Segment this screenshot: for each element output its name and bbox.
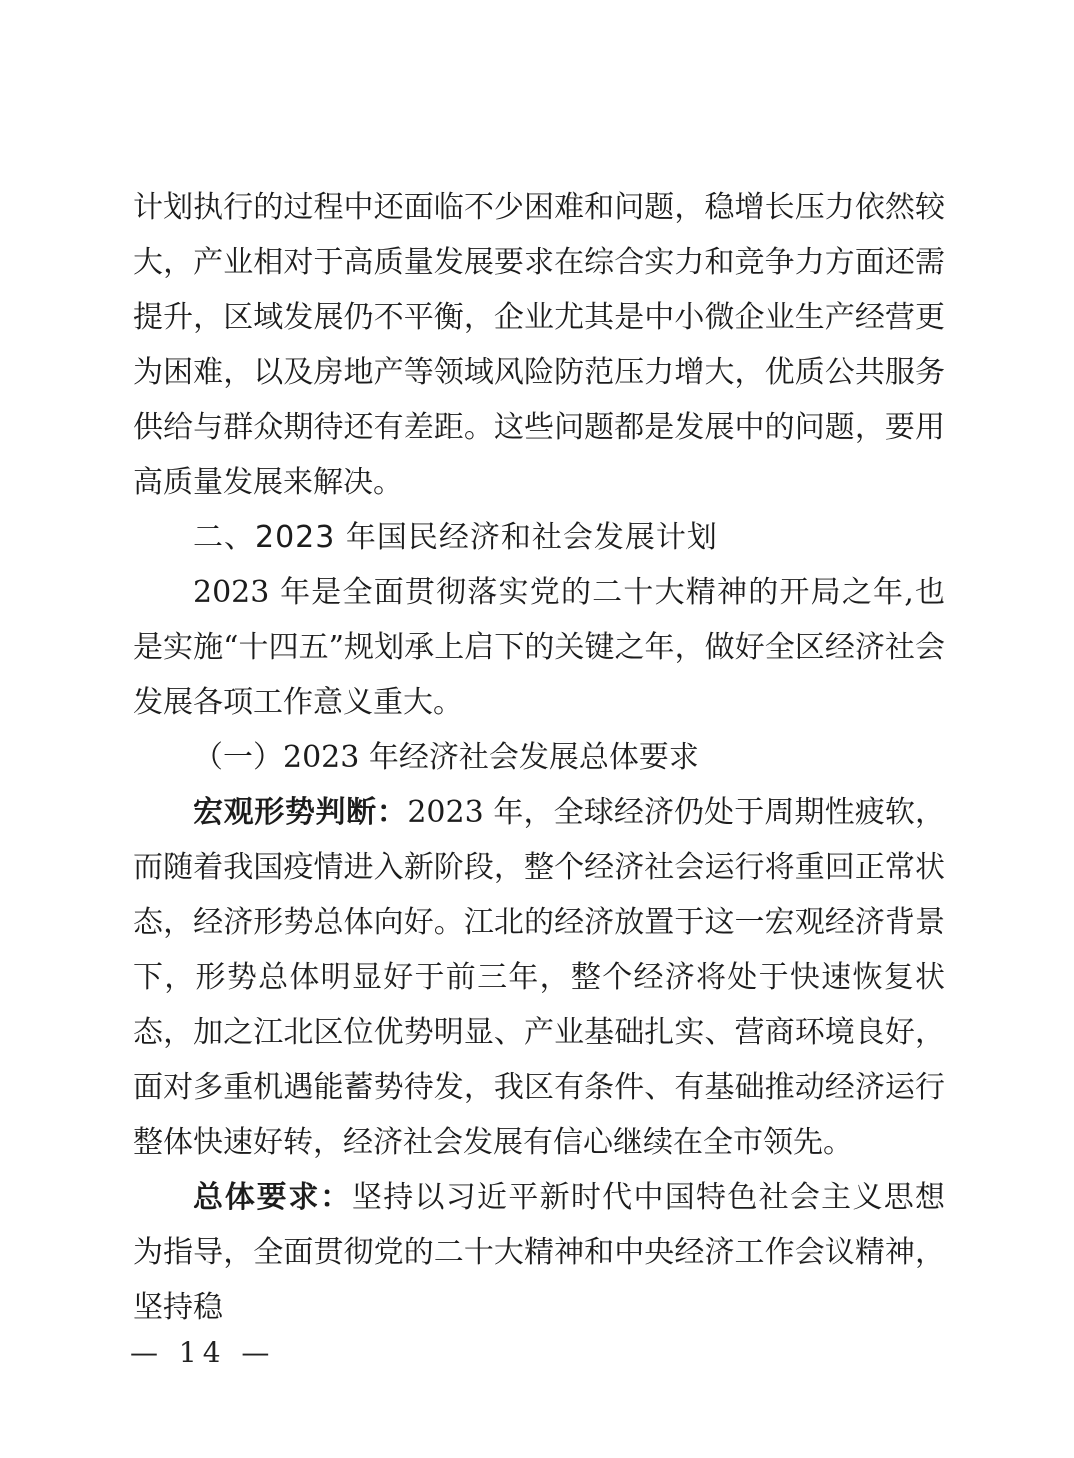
overall-requirements-lead-label: 总体要求：: [193, 1180, 352, 1215]
paragraph-macro-situation-judgment: [133, 785, 945, 1170]
macro-situation-text: 2023 年，全球经济仍处于周期性疲软，而随着我国疫情进入新阶段，整个经济社会运行将重回正常状态，经济形势总体向好。江北的经济放置于这一宏观经济背景下，形势总体明显好于前三年，整个经济将处于快速恢复状态，加之江北区位优势明显、产业基础扎实、营商环境良好，面对多重机遇能蓄势待发，我区有条件、有基础推动经济运行整体快速好转，经济社会发展有信心继续在全市领先。: [133, 795, 946, 1160]
overall-requirements-text: 坚持以习近平新时代中国特色社会主义思想为指导，全面贯彻党的二十大精神和中央经济工作会议精神，坚持稳: [133, 1180, 946, 1325]
document-content: [133, 180, 945, 1335]
paragraph-difficulties-and-problems: 计划执行的过程中还面临不少困难和问题，稳增长压力依然较大，产业相对于高质量发展要求在综合实力和竞争力方面还需提升，区域发展仍不平衡，企业尤其是中小微企业生产经营更为困难，以及房地产等领域风险防范压力增大，优质公共服务供给与群众期待还有差距。这些问题都是发展中的问题，要用高质量发展来解决。: [133, 190, 945, 500]
page-number: — 14 —: [130, 1336, 276, 1369]
paragraph-overall-requirements: [133, 1170, 945, 1335]
paragraph-2023-opening-year: 2023 年是全面贯彻落实党的二十大精神的开局之年,也是实施“十四五”规划承上启下的关键之年，做好全区经济社会发展各项工作意义重大。: [133, 575, 945, 720]
subsection-heading-overall-requirements: （一）2023 年经济社会发展总体要求: [193, 740, 699, 775]
macro-situation-lead-label: 宏观形势判断：: [193, 795, 408, 830]
section-heading-2023-plan: 二、2023 年国民经济和社会发展计划: [193, 520, 718, 555]
